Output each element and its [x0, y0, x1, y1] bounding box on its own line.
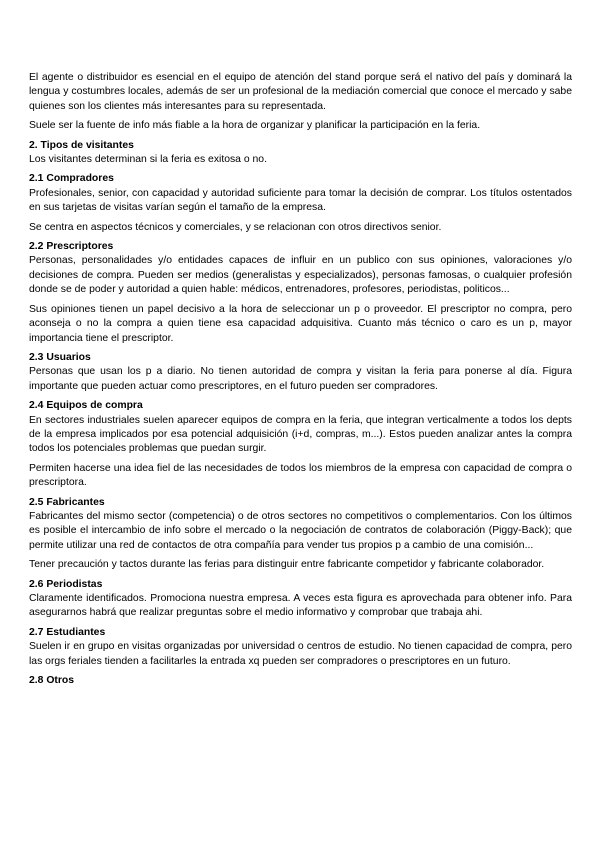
purchasing-teams-paragraph-2: Permiten hacerse una idea fiel de las necesidades de todos los miembros de la empresa con capacidad de compra o prescriptora.: [29, 462, 572, 489]
prescribers-paragraph-1: Personas, personalidades y/o entidades capaces de influir en un publico con sus opiniones, valoraciones y/o decisiones de compra. Pueden ser medios (generalistas y especializados), personas famosas, o cualquier profesión donde se de poder y autoridad a quien hable: médicos, entrenadores, profesores, periodistas, politicos...: [29, 255, 572, 296]
subsection-heading-students: 2.7 Estudiantes: [29, 626, 106, 638]
subsection-heading-purchasing-teams: 2.4 Equipos de compra: [29, 400, 143, 412]
students-paragraph: Suelen ir en grupo en visitas organizadas por universidad o centros de estudio. No tienen capacidad de compra, pero las orgs feriales tienden a facilitarles la entrada xq pueden ser compradores o prescriptores en un futuro.: [29, 641, 572, 667]
section-heading-visitor-types: 2. Tipos de visitantes: [29, 139, 134, 151]
journalists-paragraph: Claramente identificados. Promociona nuestra empresa. A veces esta figura es aprovechada para obtener info. Para asegurarnos habrá que realizar preguntas sobre el medio informativo y comprobar que trabaja ahi.: [29, 593, 572, 619]
section-paragraph-visitors: Los visitantes determinan si la feria es exitosa o no.: [29, 154, 267, 166]
subsection-heading-journalists: 2.6 Periodistas: [29, 578, 103, 590]
intro-paragraph-agent: El agente o distribuidor es esencial en el equipo de atención del stand porque será el nativo del país y dominará la lengua y costumbres locales, además de ser un profesional de la mediación comercial que conoce el mercado y sabe quienes son los clientes más interesantes para su representada.: [29, 72, 572, 112]
subsection-heading-buyers: 2.1 Compradores: [29, 173, 114, 185]
subsection-heading-users: 2.3 Usuarios: [29, 351, 91, 363]
subsection-heading-others: 2.8 Otros: [29, 675, 75, 687]
prescribers-paragraph-2: Sus opiniones tienen un papel decisivo a la hora de seleccionar un p o proveedor. El prescriptor no compra, pero aconseja o no la compra a quien tiene esa capacidad adquisitiva. Cuanto más técnico o caro es un p, mayor importancia tiene el prescriptor.: [29, 303, 572, 344]
buyers-paragraph-2: Se centra en aspectos técnicos y comerciales, y se relacionan con otros directivos senior.: [29, 221, 442, 233]
manufacturers-paragraph-2: Tener precaución y tactos durante las ferias para distinguir entre fabricante competidor y fabricante colaborador.: [29, 559, 545, 571]
subsection-heading-prescribers: 2.2 Prescriptores: [29, 241, 114, 253]
purchasing-teams-paragraph-1: En sectores industriales suelen aparecer equipos de compra en la feria, que integran verticalmente a todos los depts de la empresa implicados por esa potencial adquisición (i+d, compras, m...). Estos pueden analizar antes la compra todos los potenciales problemas que puedan surgir.: [29, 414, 572, 455]
buyers-paragraph-1: Profesionales, senior, con capacidad y autoridad suficiente para tomar la decisión de comprar. Los títulos ostentados en sus tarjetas de visitas varían según el tamaño de la empresa.: [29, 187, 572, 214]
manufacturers-paragraph-1: Fabricantes del mismo sector (competencia) o de otros sectores no competitivos o complementarios. Con los últimos es posible el intercambio de info sobre el mercado o la negociación de contratos de colaboración (Piggy-Back); que permite utilizar una red de contactos de otra compañía para vender tus propios p a cambio de una comisión...: [29, 510, 572, 551]
users-paragraph: Personas que usan los p a diario. No tienen autoridad de compra y visitan la feria para ponerse al día. Figura importante que pueden actuar como prescriptores, en el futuro pueden ser compradores.: [29, 366, 572, 392]
subsection-heading-manufacturers: 2.5 Fabricantes: [29, 496, 105, 508]
intro-paragraph-info: Suele ser la fuente de info más fiable a la hora de organizar y planificar la participación en la feria.: [29, 120, 481, 132]
